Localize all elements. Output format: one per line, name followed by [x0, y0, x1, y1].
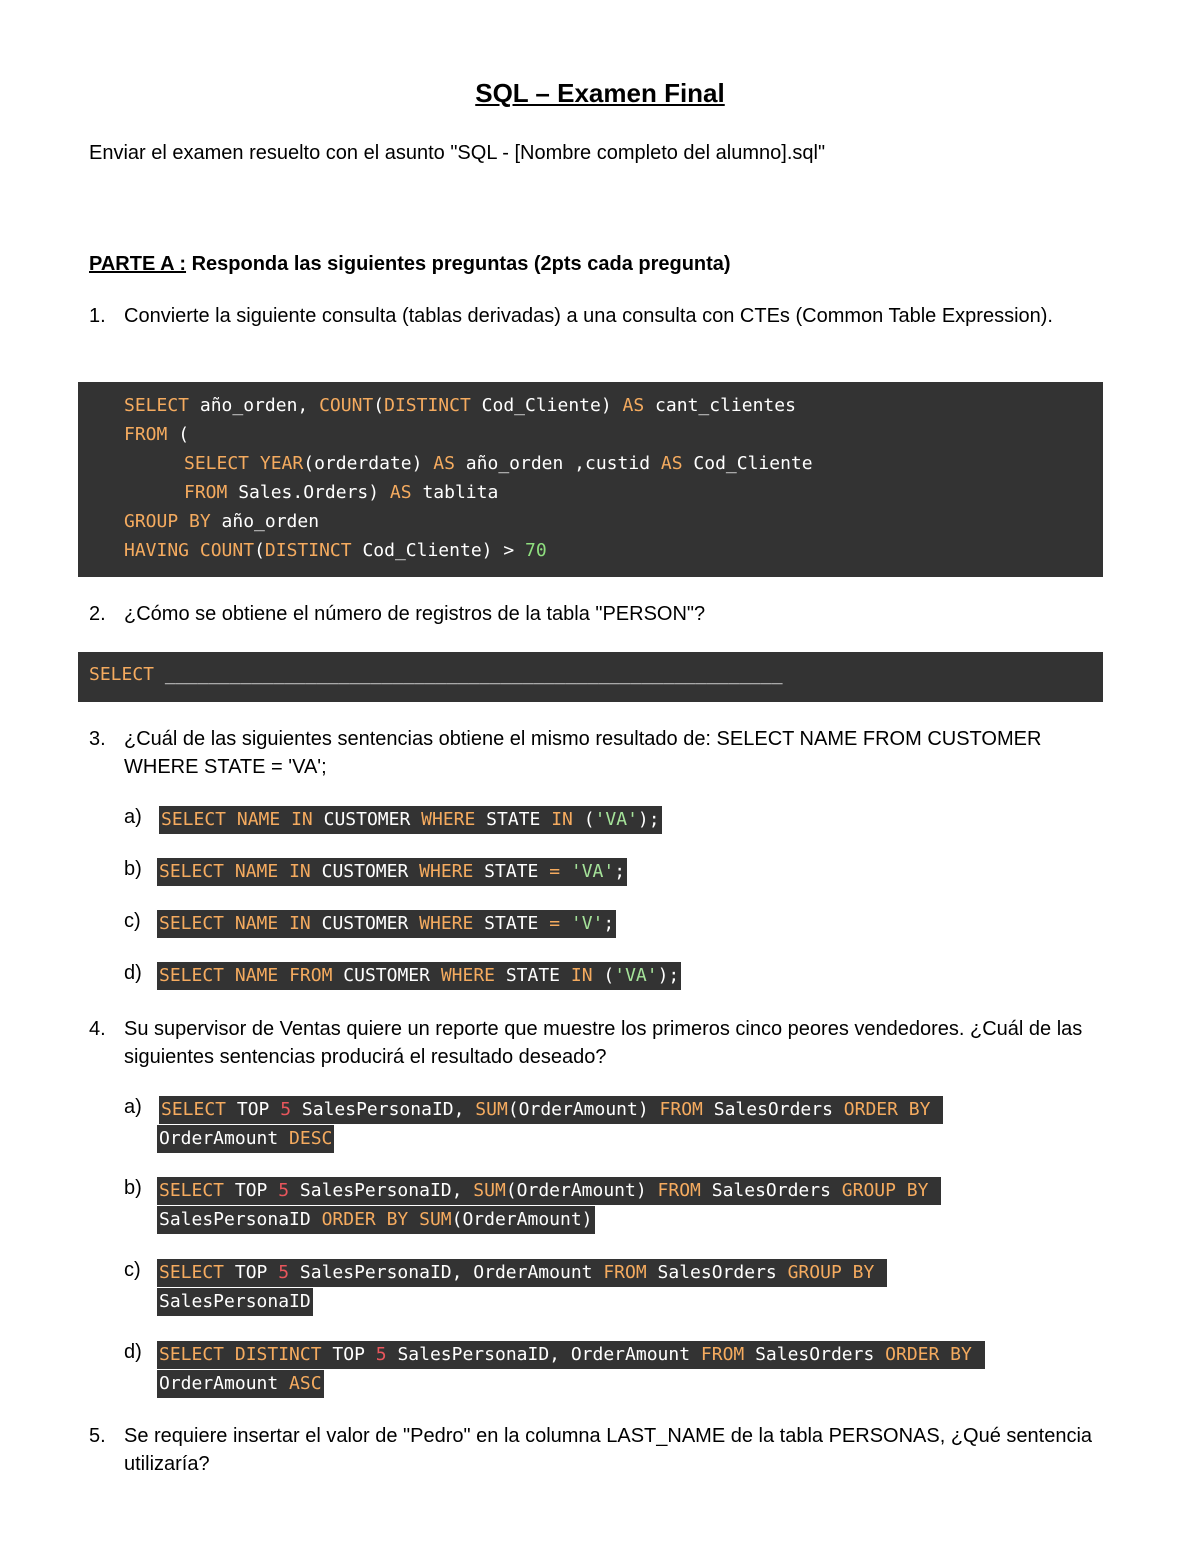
intro-text: Enviar el examen resuelto con el asunto "SQL - [Nombre completo del alumno].sql"	[89, 142, 826, 164]
option-code-line-1: SELECT TOP 5 SalesPersonaID, OrderAmount FROM SalesOrders GROUP BY	[157, 1259, 887, 1287]
question-4	[89, 1015, 1104, 1071]
question-text: ¿Cómo se obtiene el número de registros de la tabla "PERSON"?	[124, 603, 706, 625]
part-a-heading	[89, 253, 731, 276]
question-number: 4.	[89, 1018, 106, 1040]
code-line-6: HAVING COUNT(DISTINCT Cod_Cliente) > 70	[124, 540, 547, 561]
question-5	[89, 1422, 1104, 1478]
part-a-text: Responda las siguientes preguntas (2pts cada pregunta)	[186, 253, 731, 275]
code-line-1: SELECT año_orden, COUNT(DISTINCT Cod_Cliente) AS cant_clientes	[124, 395, 796, 416]
option-code-line-1: SELECT TOP 5 SalesPersonaID, SUM(OrderAmount) FROM SalesOrders ORDER BY	[159, 1096, 943, 1124]
option-label: a)	[124, 1096, 142, 1118]
option-code-line-2: SalesPersonaID	[157, 1288, 313, 1316]
code-block-1	[78, 382, 1103, 577]
question-2	[89, 600, 1104, 628]
option-label: c)	[124, 910, 141, 932]
option-code-line-1: SELECT TOP 5 SalesPersonaID, SUM(OrderAmount) FROM SalesOrders GROUP BY	[157, 1177, 941, 1205]
option-code: SELECT NAME IN CUSTOMER WHERE STATE = 'VA';	[157, 858, 627, 886]
question-3	[89, 725, 1104, 781]
code-line-2: FROM (	[124, 424, 190, 445]
option-code-line-2: OrderAmount DESC	[157, 1125, 334, 1153]
option-code: SELECT NAME FROM CUSTOMER WHERE STATE IN ('VA');	[157, 962, 681, 990]
code-block-2	[78, 652, 1103, 702]
question-number: 3.	[89, 728, 106, 750]
option-code: SELECT NAME IN CUSTOMER WHERE STATE IN ('VA');	[159, 806, 662, 834]
code-line-3: SELECT YEAR(orderdate) AS año_orden ,custid AS Cod_Cliente	[184, 453, 813, 474]
code-line-answer: SELECT _________________________________________________________	[89, 664, 783, 685]
question-text: Su supervisor de Ventas quiere un reporte que muestre los primeros cinco peores vendedores. ¿Cuál de las siguientes sentencias producirá el resultado deseado?	[124, 1018, 1083, 1068]
option-label: b)	[124, 858, 142, 880]
option-label: b)	[124, 1177, 142, 1199]
page-title: SQL – Examen Final	[475, 78, 725, 108]
option-code: SELECT NAME IN CUSTOMER WHERE STATE = 'V';	[157, 910, 616, 938]
option-label: c)	[124, 1259, 141, 1281]
part-a-label: PARTE A :	[89, 253, 187, 275]
option-label: a)	[124, 806, 142, 828]
code-line-4: FROM Sales.Orders) AS tablita	[184, 482, 499, 503]
question-number: 5.	[89, 1425, 106, 1447]
question-text: Se requiere insertar el valor de "Pedro" en la columna LAST_NAME de la tabla PERSONAS, ¿Qué sentencia utilizaría?	[124, 1425, 1093, 1475]
option-label: d)	[124, 1341, 142, 1363]
option-code-line-2: SalesPersonaID ORDER BY SUM(OrderAmount)	[157, 1206, 595, 1234]
question-text: ¿Cuál de las siguientes sentencias obtiene el mismo resultado de: SELECT NAME FROM CUSTOMER WHERE STATE = 'VA';	[124, 728, 1042, 778]
question-number: 1.	[89, 305, 106, 327]
option-code-line-1: SELECT DISTINCT TOP 5 SalesPersonaID, OrderAmount FROM SalesOrders ORDER BY	[157, 1341, 985, 1369]
option-label: d)	[124, 962, 142, 984]
question-1	[89, 302, 1104, 330]
code-line-5: GROUP BY año_orden	[124, 511, 320, 532]
question-text: Convierte la siguiente consulta (tablas derivadas) a una consulta con CTEs (Common Table Expression).	[124, 305, 1053, 327]
question-number: 2.	[89, 603, 106, 625]
option-code-line-2: OrderAmount ASC	[157, 1370, 324, 1398]
